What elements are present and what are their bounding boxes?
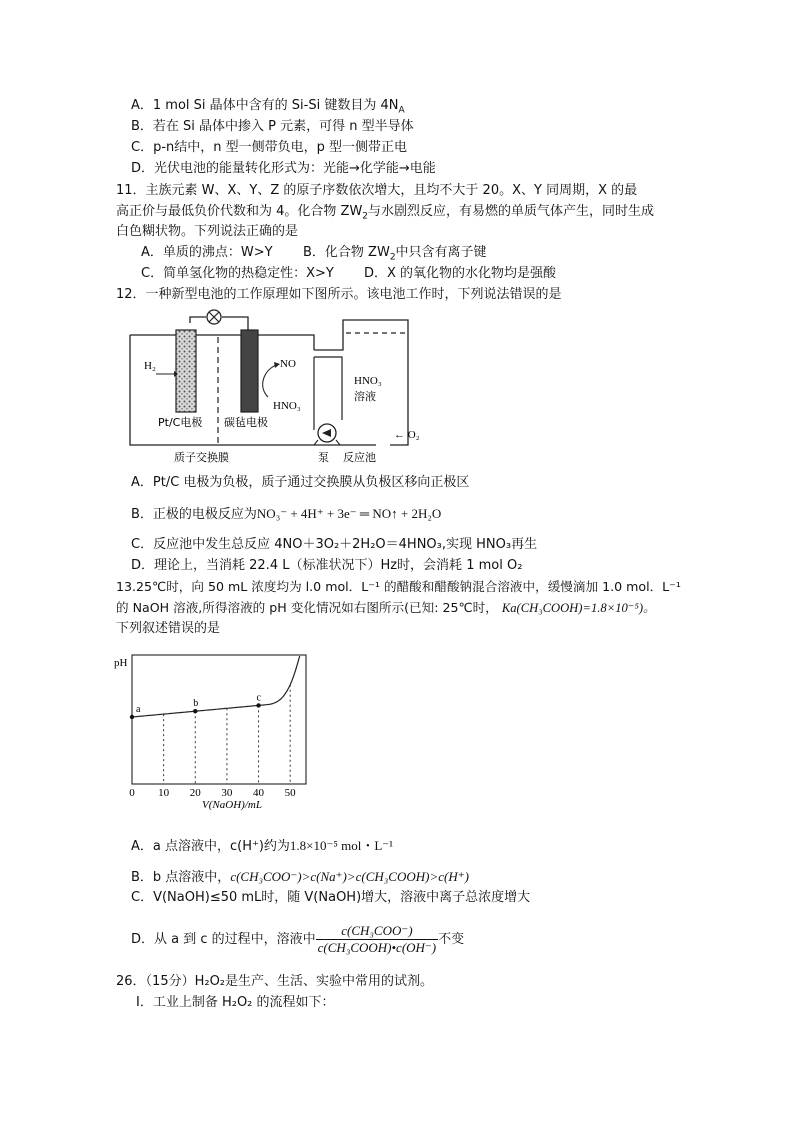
x-tick-label: 0 — [129, 787, 135, 799]
x-tick-label: 10 — [158, 787, 170, 799]
q12-option-c: C．反应池中发生总反应 4NO＋3O₂＋2H₂O＝4HNO₃,实现 HNO₃再生 — [131, 537, 538, 552]
q10-option-d: D．光伏电池的能量转化形式为：光能→化学能→电能 — [131, 161, 436, 176]
q26-stem: 26．（15分）H₂O₂是生产、生活、实验中常用的试剂。 — [116, 974, 434, 989]
q13-stem-line2: 的 NaOH 溶液,所得溶液的 pH 变化情况如右图所示(已知: 25℃时， Ka(CH₃COOH)=1.8×10⁻⁵)。 — [116, 600, 656, 615]
point-label-b: b — [193, 698, 199, 710]
x-tick-label: 50 — [284, 787, 296, 799]
q13-option-d: D．从 a 到 c 的过程中，溶液中 $\frac{\text{c(CH₃COO⁻)}}{\text{c(CH₃COOH)•c(OH⁻)}}$ 不变 — [131, 923, 465, 955]
chart-frame — [132, 655, 306, 784]
q10-option-a: A．1 mol Si 晶体中含有的 Si-Si 键数目为 $4N_A$ — [131, 98, 405, 116]
h2-label: H₂ — [144, 360, 156, 372]
no-label: NO — [280, 358, 296, 370]
q11-stem-line2: 高正价与最低负价代数和为 4。化合物 $ZW_2$与水剧烈反应，有易燃的单质气体产生，同时生成 — [116, 204, 655, 222]
ph-curve — [132, 656, 300, 717]
hno3-label: HNO₃ — [273, 400, 301, 412]
ph-titration-chart — [112, 650, 312, 812]
chart-xlabel: V(NaOH)/mL — [202, 799, 262, 811]
point-c — [256, 703, 260, 707]
q13-option-c: C．V(NaOH)≤50 mL时，随 V(NaOH)增大，溶液中离子总浓度增大 — [131, 890, 531, 905]
q13-option-b: B．b 点溶液中，c(CH₃COO⁻)>c(Na⁺)>c(CH₃COOH)>c(H⁺) — [131, 869, 469, 885]
q12-option-d: D．理论上，当消耗 22.4 L（标准状况下）Hz时，会消耗 1 mol O₂ — [131, 558, 523, 573]
q10-option-c: C．p-n结中，n 型一侧带负电，p 型一侧带正电 — [131, 140, 408, 155]
q11-option-d: D．X 的氧化物的水化物均是强酸 — [364, 266, 557, 281]
q13-stem-line1: 13.25℃时，向 50 mL 浓度均为 l.0 mol．L⁻¹ 的醋酸和醋酸钠混合溶液中，缓慢滴加 1.0 mol．L⁻¹ — [116, 579, 681, 594]
q11-option-a: A．单质的沸点：W>Y — [141, 245, 273, 260]
tank-label-2: 溶液 — [354, 390, 376, 403]
q10-option-b: B．若在 Si 晶体中掺入 P 元素，可得 n 型半导体 — [131, 119, 414, 134]
q12-stem: 12．一种新型电池的工作原理如下图所示。该电池工作时，下列说法错误的是 — [116, 287, 562, 302]
membrane-label: 质子交换膜 — [174, 451, 229, 464]
pt-c-electrode — [176, 330, 196, 412]
ratio-fraction: $\frac{\text{c(CH₃COO⁻)}}{\text{c(CH₃COOH)•c(OH⁻)}}$ — [317, 923, 437, 955]
q11-stem-line1: 11．主族元素 W、X、Y、Z 的原子序数依次增大，且均不大于 20。X、Y 同周期，X 的最 — [116, 183, 638, 198]
q13-stem-line3: 下列叙述错误的是 — [116, 621, 221, 636]
q26-subpart-1: I．工业上制备 H₂O₂ 的流程如下： — [136, 995, 335, 1010]
x-tick-label: 20 — [189, 787, 201, 799]
x-tick-label: 30 — [221, 787, 233, 799]
pump-label: 泵 — [318, 451, 329, 464]
q12-option-a: A．Pt/C 电极为负极，质子通过交换膜从负极区移向正极区 — [131, 475, 470, 490]
tank-label-1: HNO₃ — [354, 375, 382, 387]
q11-stem-line3: 白色糊状物。下列说法正确的是 — [116, 224, 299, 239]
q11-option-b: B．化合物 $ZW_2$中只含有离子键 — [303, 245, 487, 263]
reactor-label: 反应池 — [343, 451, 376, 464]
point-label-a: a — [136, 704, 141, 715]
q13-option-a: A．a 点溶液中，c(H⁺)约为1.8×10⁻⁵ mol・L⁻¹ — [131, 838, 394, 854]
chart-ylabel: pH — [114, 657, 128, 669]
carbon-label: 碳毡电极 — [224, 416, 268, 429]
point-label-c: c — [256, 692, 261, 704]
battery-diagram — [128, 305, 428, 465]
point-b — [193, 709, 197, 713]
pt-c-label: Pt/C电极 — [158, 416, 203, 429]
carbon-felt-electrode — [241, 330, 258, 412]
x-tick-label: 40 — [253, 787, 265, 799]
point-a — [130, 715, 134, 719]
q11-option-c: C．简单氢化物的热稳定性：X>Y — [141, 266, 334, 281]
q12-option-b: B．正极的电极反应为NO₃⁻ + 4H⁺ + 3e⁻ ═ NO↑ + 2H₂O — [131, 506, 442, 522]
o2-label: ← O₂ — [394, 429, 420, 441]
